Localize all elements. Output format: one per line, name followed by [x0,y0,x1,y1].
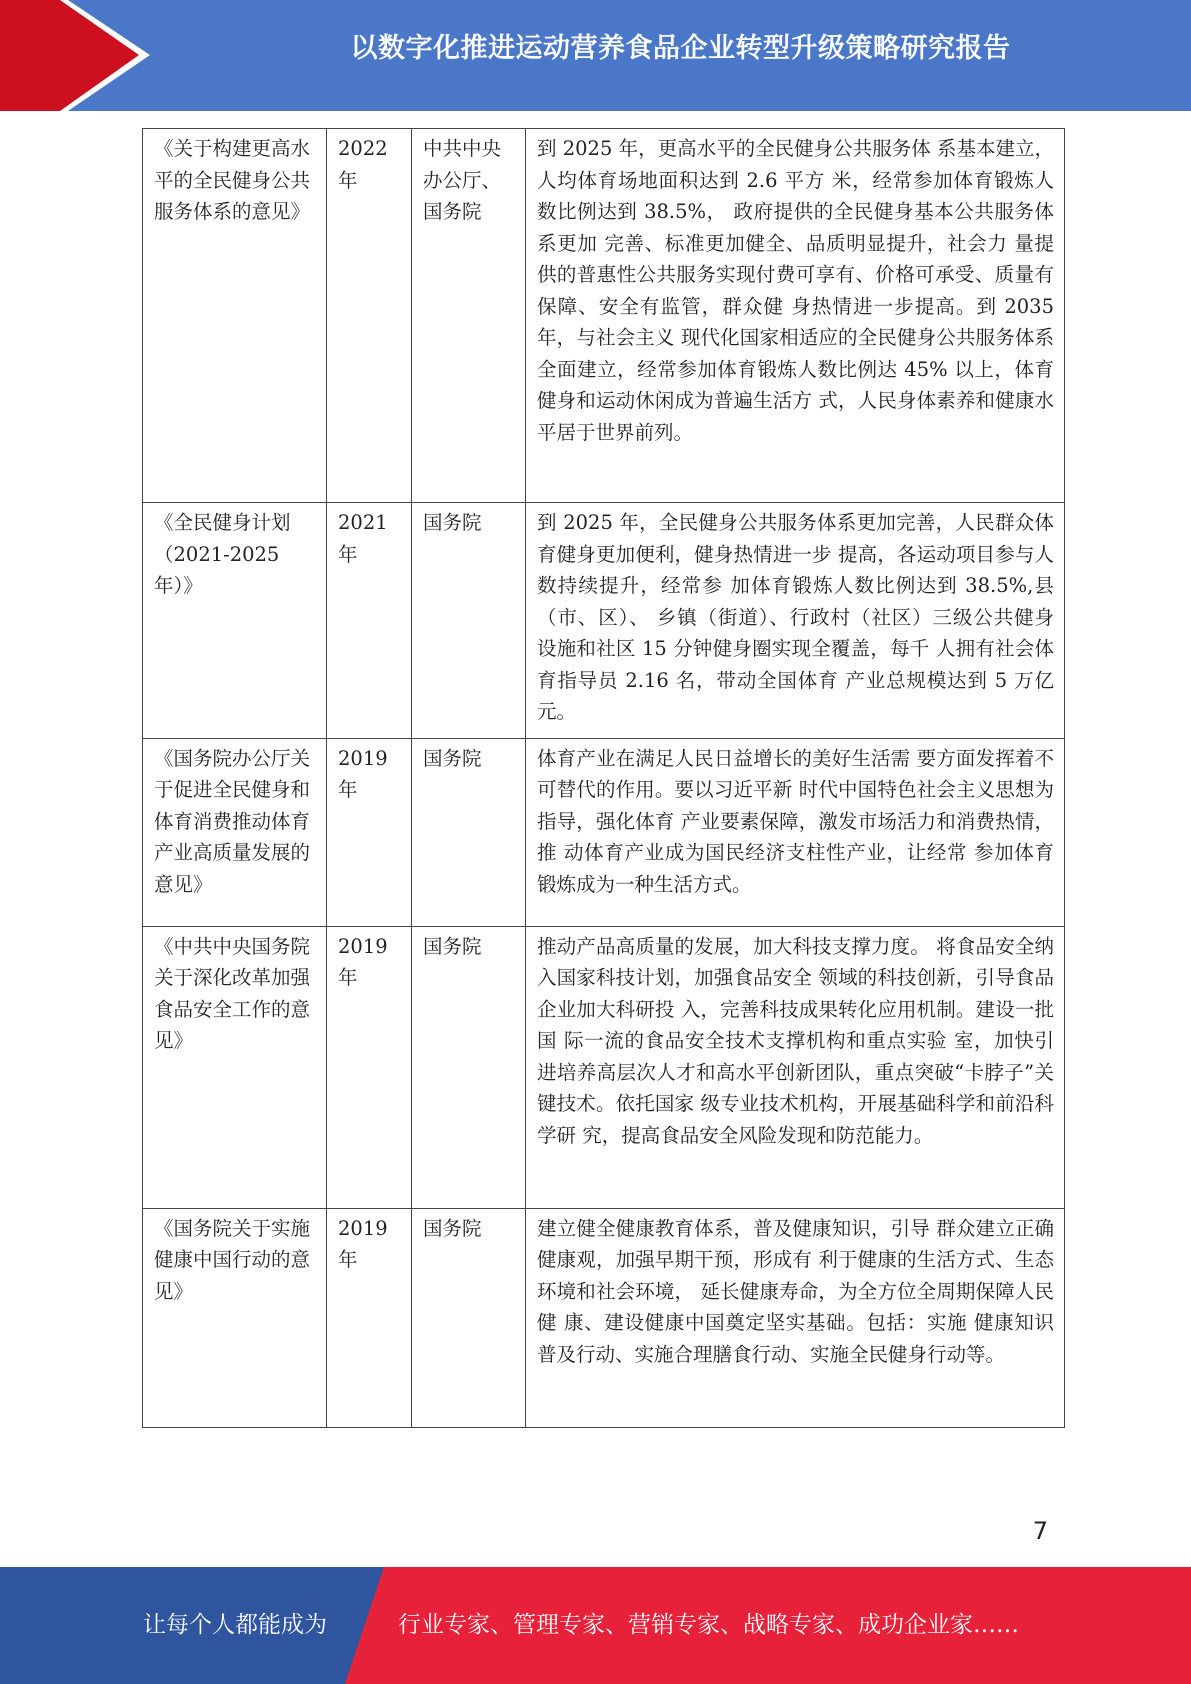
policy-dept-cell: 国务院 [412,926,526,1208]
policy-dept-cell: 中共中央办公厅、国务院 [412,129,526,503]
policy-name-cell: 《国务院办公厅关于促进全民健身和体育消费推动体育产业高质量发展的意见》 [143,738,327,926]
policy-content-cell: 建立健全健康教育体系，普及健康知识，引导 群众建立正确健康观，加强早期干预，形成有 利于健康的生活方式、生态环境和社会环境， 延长健康寿命，为全方位全周期保障人民健 康、建设健康中国奠定坚实基础。包括：实施 健康知识普及行动、实施合理膳食行动、实施全民健身行动等。 [526,1208,1065,1427]
report-title: 以数字化推进运动营养食品企业转型升级策略研究报告 [350,33,1011,64]
page-number: 7 [1032,1517,1048,1545]
table-row [143,738,1065,926]
page-header [0,0,1191,111]
footer-slogan-right: 行业专家、管理专家、营销专家、战略专家、成功企业家…… [398,1612,1019,1638]
policy-name-cell: 《全民健身计划（2021-2025 年）》 [143,503,327,739]
policy-name-cell: 《中共中央国务院关于深化改革加强食品安全工作的意见》 [143,926,327,1208]
table-row [143,129,1065,503]
table-row [143,503,1065,739]
policy-dept-cell: 国务院 [412,738,526,926]
header-red-chevron [0,0,160,111]
policy-year-cell: 2021 年 [327,503,412,739]
policy-year-cell: 2022 年 [327,129,412,503]
footer-slogan-left: 让每个人都能成为 [143,1612,327,1638]
policy-dept-cell: 国务院 [412,503,526,739]
policy-name-cell: 《国务院关于实施健康中国行动的意见》 [143,1208,327,1427]
policy-content-cell: 推动产品高质量的发展，加大科技支撑力度。 将食品安全纳入国家科技计划，加强食品安全 领域的科技创新，引导食品企业加大科研投 入，完善科技成果转化应用机制。建设一批国 际一流的食品安全技术支撑机构和重点实验 室，加快引进培养高层次人才和高水平创新团队，重点突破“卡脖子”关键技术。依托国家 级专业技术机构，开展基础科学和前沿科学研 究，提高食品安全风险发现和防范能力。 [526,926,1065,1208]
policy-year-cell: 2019 年 [327,738,412,926]
table-row [143,1208,1065,1427]
policy-year-cell: 2019 年 [327,926,412,1208]
policy-dept-cell: 国务院 [412,1208,526,1427]
policy-table [142,128,1065,1428]
policy-year-cell: 2019 年 [327,1208,412,1427]
policy-name-cell: 《关于构建更高水平的全民健身公共服务体系的意见》 [143,129,327,503]
policy-content-cell: 到 2025 年，更高水平的全民健身公共服务体 系基本建立，人均体育场地面积达到 2.6 平方 米，经常参加体育锻炼人数比例达到 38.5%， 政府提供的全民健身基本公共服务体系更加 完善、标准更加健全、品质明显提升，社会力 量提供的普惠性公共服务实现付费可享有、价格可承受、质量有保障、安全有监管，群众健 身热情进一步提高。到 2035 年，与社会主义 现代化国家相适应的全民健身公共服务体系 全面建立，经常参加体育锻炼人数比例达 45% 以上，体育健身和运动休闲成为普遍生活方 式，人民身体素养和健康水平居于世界前列。 [526,129,1065,503]
policy-content-cell: 体育产业在满足人民日益增长的美好生活需 要方面发挥着不可替代的作用。要以习近平新 时代中国特色社会主义思想为指导，强化体育 产业要素保障，激发市场活力和消费热情，推 动体育产业成为国民经济支柱性产业，让经常 参加体育锻炼成为一种生活方式。 [526,738,1065,926]
page-footer [0,1567,1191,1684]
policy-content-cell: 到 2025 年，全民健身公共服务体系更加完善，人民群众体育健身更加便利，健身热情进一步 提高，各运动项目参与人数持续提升，经常参 加体育锻炼人数比例达到 38.5%,县（市、区）、 乡镇（街道）、行政村（社区）三级公共健身 设施和社区 15 分钟健身圈实现全覆盖，每千 人拥有社会体育指导员 2.16 名，带动全国体育 产业总规模达到 5 万亿元。 [526,503,1065,739]
table-row [143,926,1065,1208]
